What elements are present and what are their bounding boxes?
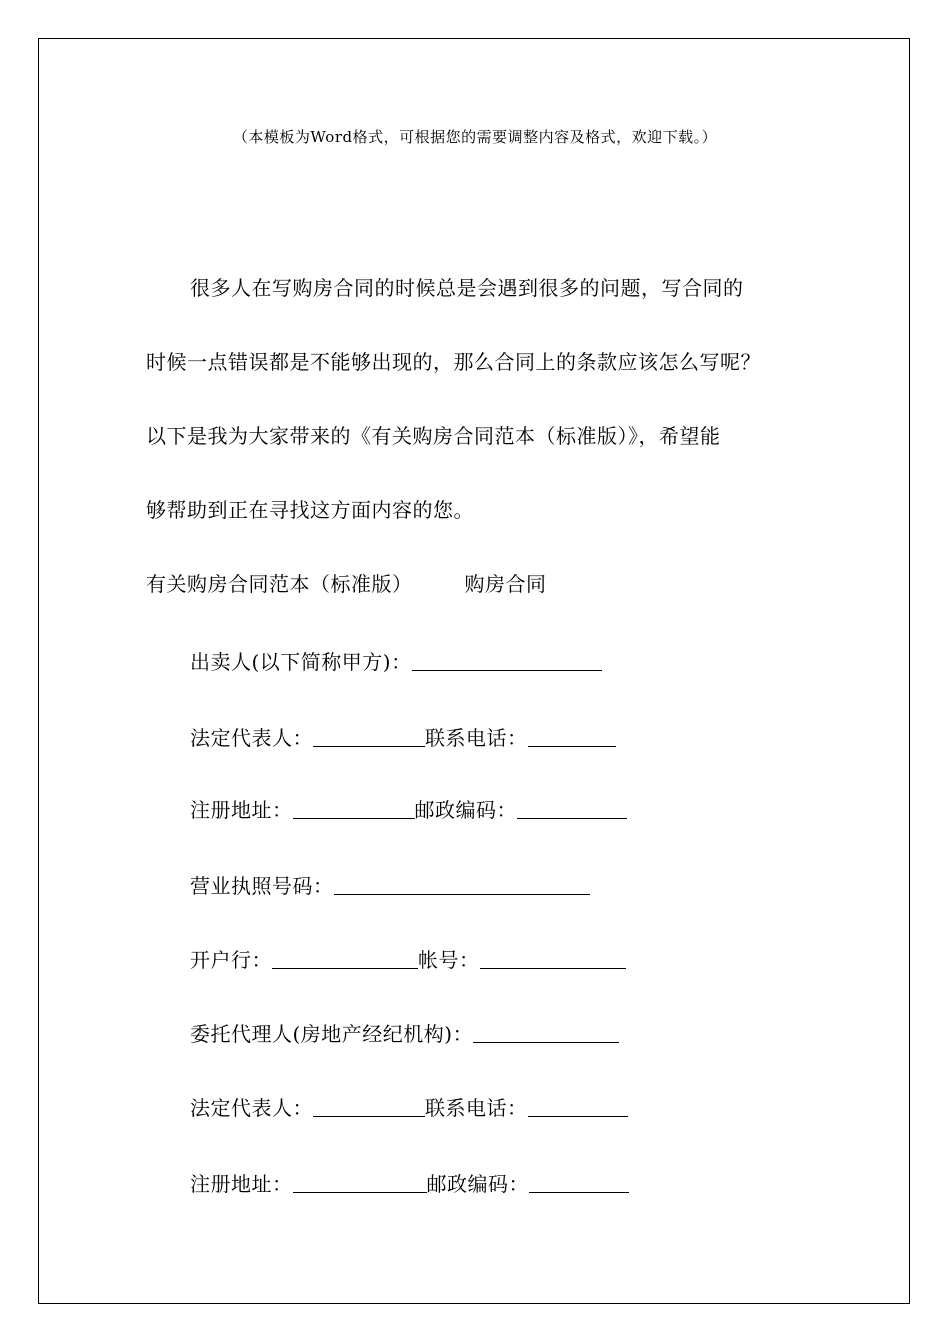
legal-rep-label-2: 法定代表人： bbox=[190, 1096, 313, 1120]
address-label-2: 注册地址： bbox=[190, 1172, 293, 1196]
document-subtitle: 购房合同 bbox=[464, 572, 547, 596]
seller-label: 出卖人(以下简称甲方)： bbox=[190, 650, 412, 674]
seller-blank[interactable] bbox=[412, 650, 602, 671]
address-blank-2[interactable] bbox=[293, 1172, 427, 1193]
agent-row bbox=[190, 1020, 619, 1048]
address-blank-1[interactable] bbox=[293, 798, 415, 819]
account-label: 帐号： bbox=[418, 948, 480, 972]
intro-line-3: 以下是我为大家带来的《有关购房合同范本（标准版）》，希望能 bbox=[146, 424, 721, 448]
license-label: 营业执照号码： bbox=[190, 874, 334, 898]
address-row-1 bbox=[190, 796, 627, 824]
legal-rep-label-1: 法定代表人： bbox=[190, 726, 313, 750]
document-title: 有关购房合同范本（标准版） bbox=[146, 572, 413, 596]
phone-blank-1[interactable] bbox=[528, 726, 616, 747]
legal-rep-blank-2[interactable] bbox=[313, 1096, 425, 1117]
template-notice: （本模板为Word格式，可根据您的需要调整内容及格式，欢迎下载。） bbox=[232, 128, 718, 146]
seller-row bbox=[190, 648, 602, 676]
postcode-label-1: 邮政编码： bbox=[414, 798, 517, 822]
legal-rep-blank-1[interactable] bbox=[313, 726, 425, 747]
phone-label-2: 联系电话： bbox=[425, 1096, 528, 1120]
bank-blank[interactable] bbox=[272, 948, 418, 969]
document-heading bbox=[146, 570, 547, 598]
intro-line-4: 够帮助到正在寻找这方面内容的您。 bbox=[146, 498, 474, 522]
license-blank[interactable] bbox=[334, 874, 590, 895]
phone-label-1: 联系电话： bbox=[425, 726, 528, 750]
intro-line-1: 很多人在写购房合同的时候总是会遇到很多的问题，写合同的 bbox=[190, 276, 744, 300]
address-label-1: 注册地址： bbox=[190, 798, 293, 822]
intro-line-2: 时候一点错误都是不能够出现的，那么合同上的条款应该怎么写呢？ bbox=[146, 350, 761, 374]
license-row bbox=[190, 872, 590, 900]
bank-label: 开户行： bbox=[190, 948, 272, 972]
agent-blank[interactable] bbox=[473, 1022, 619, 1043]
postcode-blank-2[interactable] bbox=[529, 1172, 629, 1193]
postcode-label-2: 邮政编码： bbox=[426, 1172, 529, 1196]
phone-blank-2[interactable] bbox=[528, 1096, 628, 1117]
legal-rep-row-2 bbox=[190, 1094, 628, 1122]
agent-label: 委托代理人(房地产经纪机构)： bbox=[190, 1022, 474, 1046]
postcode-blank-1[interactable] bbox=[517, 798, 627, 819]
account-blank[interactable] bbox=[480, 948, 626, 969]
legal-rep-row-1 bbox=[190, 724, 616, 752]
address-row-2 bbox=[190, 1170, 629, 1198]
bank-row bbox=[190, 946, 626, 974]
